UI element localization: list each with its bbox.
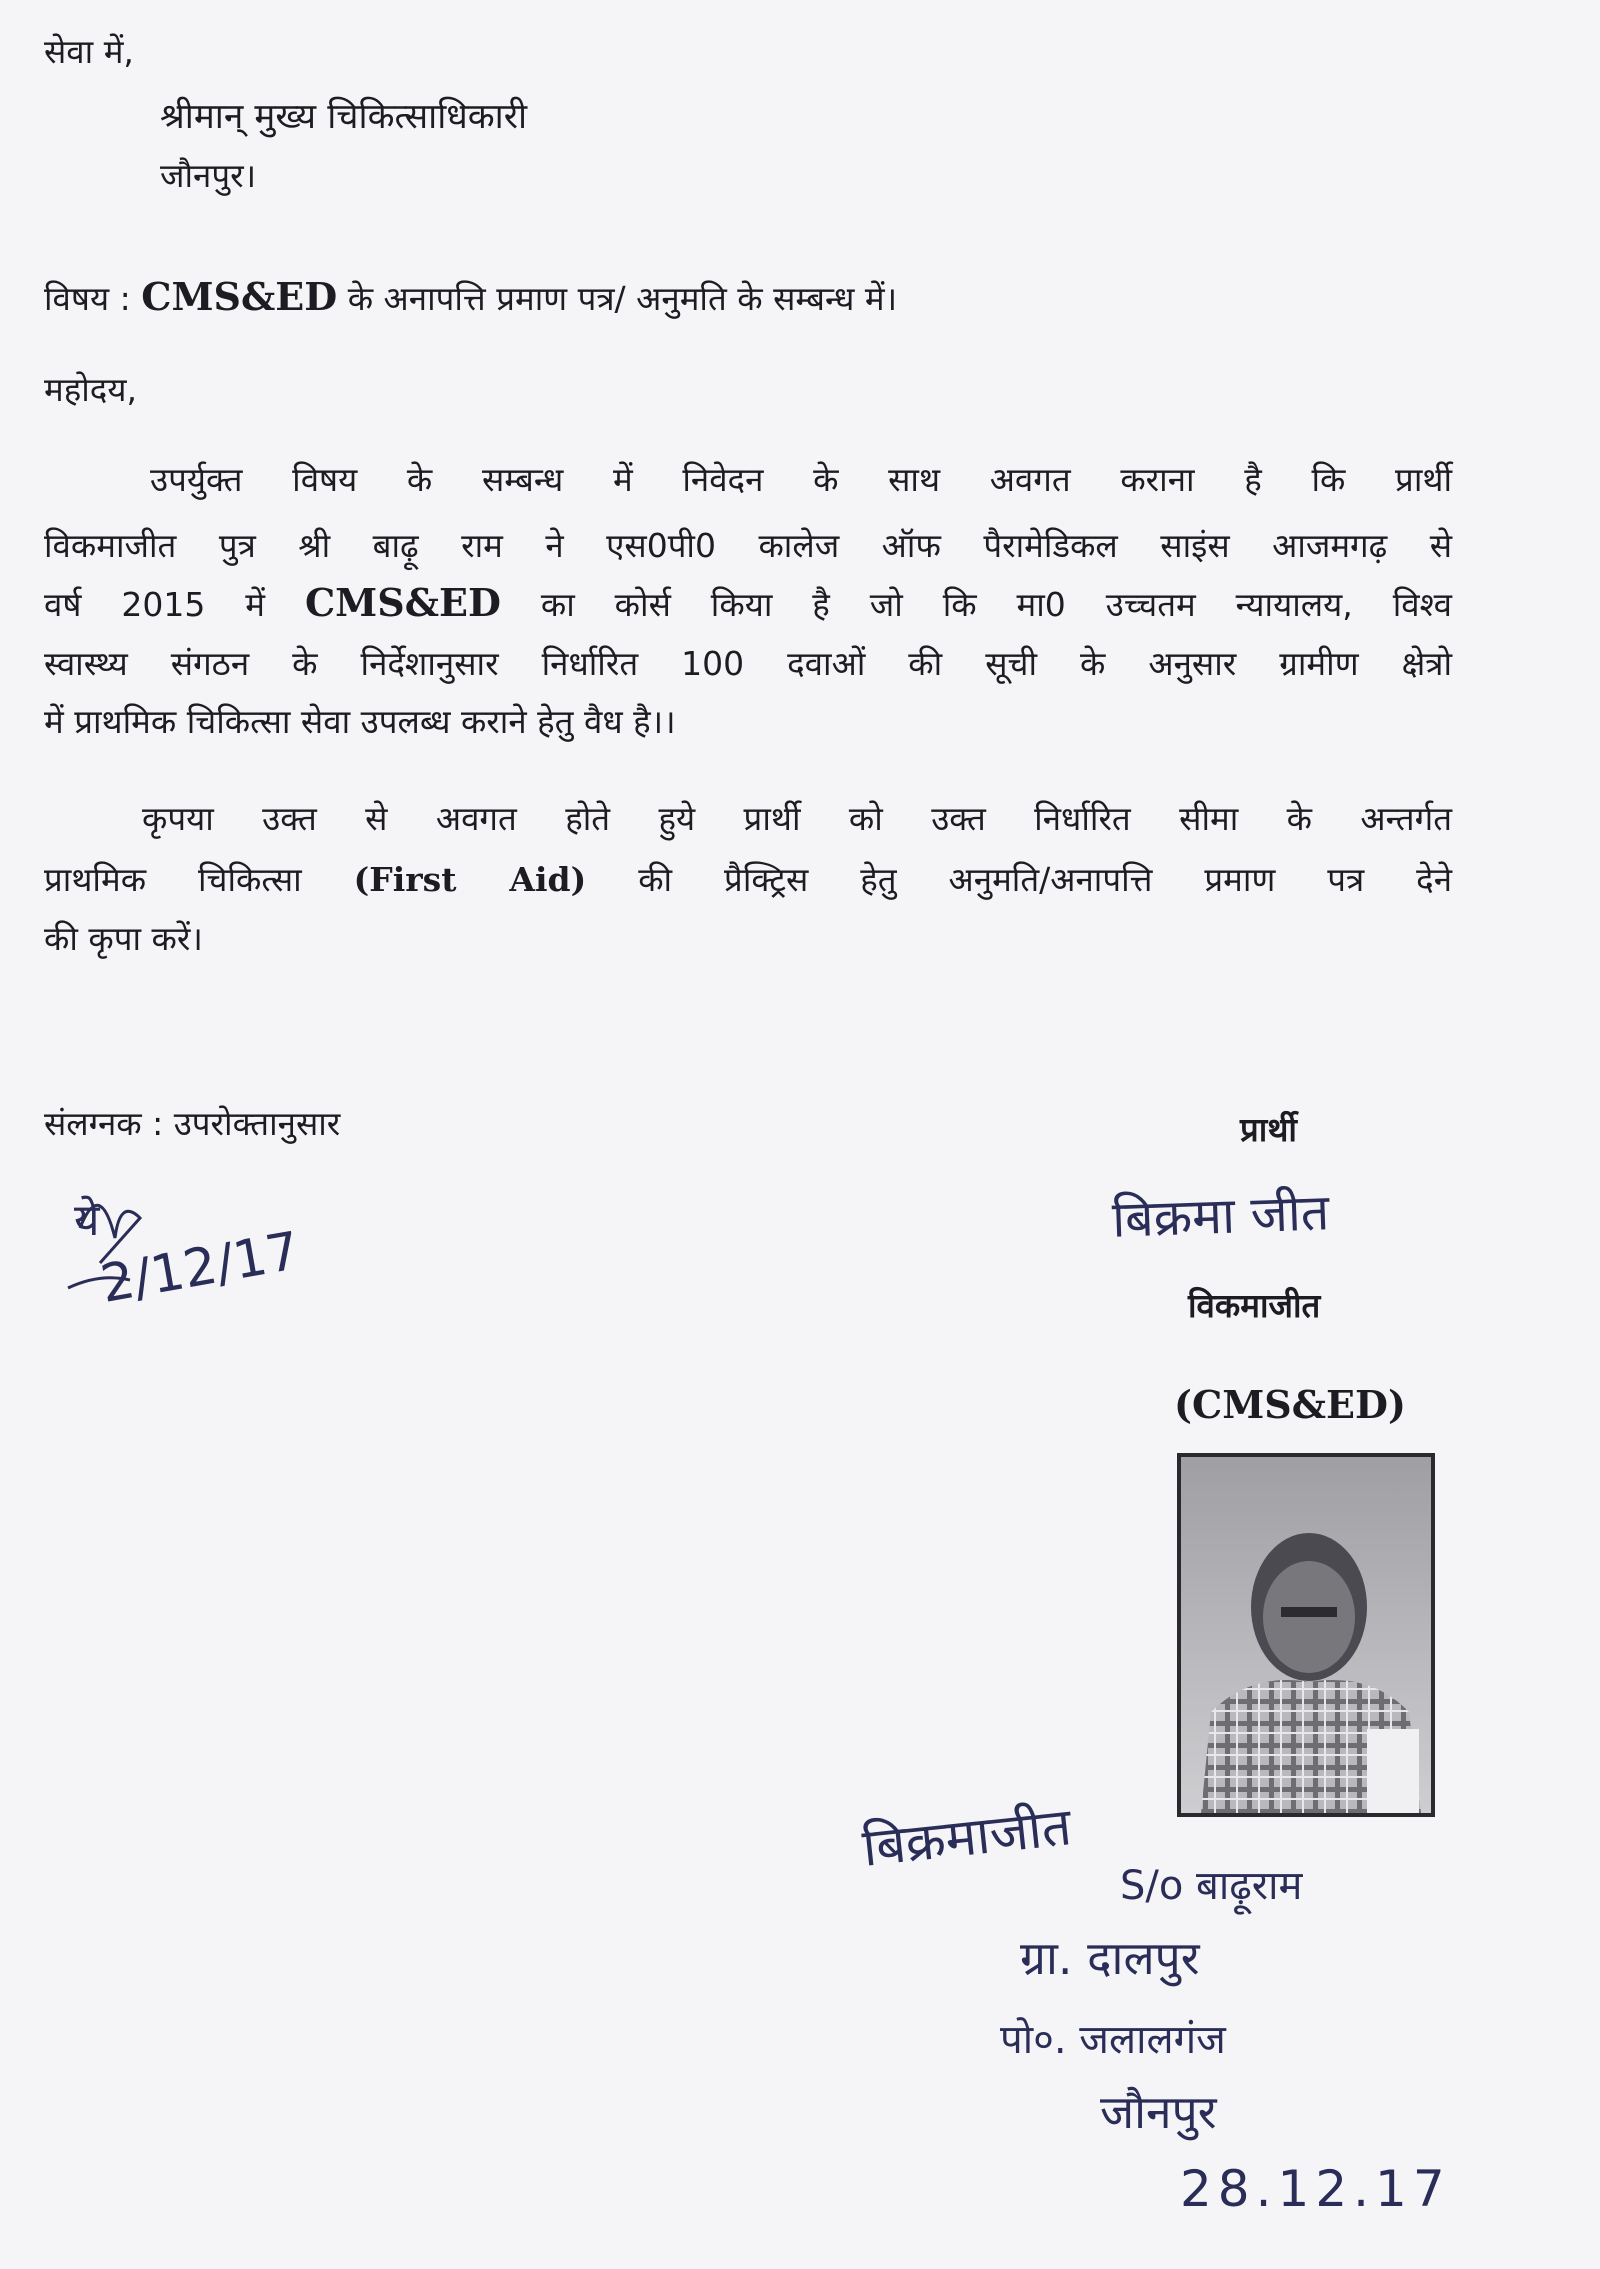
para1-line3-code: CMS&ED <box>304 580 501 625</box>
para2-line2-pre: प्राथमिक चिकित्सा <box>44 860 302 899</box>
salutation-to: सेवा में, <box>44 32 134 71</box>
hw-village: ग्रा. दालपुर <box>1020 1931 1200 1985</box>
initial-date: 2/12/17 <box>96 1221 305 1315</box>
address-city: जौनपुर। <box>160 156 257 195</box>
subject-line <box>44 274 897 320</box>
subject-code: CMS&ED <box>141 274 338 319</box>
para2-line2 <box>44 856 1452 901</box>
para1-line3-post: का कोर्स किया है जो कि मा0 उच्चतम न्यायालय, विश्व <box>540 585 1452 624</box>
para1-line3 <box>44 580 1452 626</box>
para2-line2-post: की प्रैक्ट्रिस हेतु अनुमति/अनापत्ति प्रमाण पत्र देने <box>638 860 1453 899</box>
hw-district: जौनपुर <box>1100 2085 1217 2139</box>
applicant-photo <box>1177 1453 1435 1817</box>
addressee: श्रीमान् मुख्य चिकित्साधिकारी <box>160 97 528 137</box>
hw-date: 28.12.17 <box>1180 2160 1451 2218</box>
para1-line2: विकमाजीत पुत्र श्री बाढ़ू राम ने एस0पी0 कालेज ऑफ पैरामेडिकल साइंस आजमगढ़ से <box>44 526 1452 565</box>
hw-post-office: पो०. जलालगंज <box>1000 2017 1226 2063</box>
para1-line1: उपर्युक्त विषय के सम्बन्ध में निवेदन के साथ अवगत कराना है कि प्रार्थी <box>150 460 1452 499</box>
enclosure: संलग्नक : उपरोक्तानुसार <box>44 1104 341 1143</box>
applicant-label: प्रार्थी <box>1240 1110 1297 1149</box>
para1-line4: स्वास्थ्य संगठन के निर्देशानुसार निर्धारित 100 दवाओं की सूची के अनुसार ग्रामीण क्षेत्रो <box>44 644 1452 683</box>
subject-rest: के अनापत्ति प्रमाण पत्र/ अनुमति के सम्बन्ध में। <box>347 279 898 318</box>
applicant-signature: बिक्रमा जीत <box>1111 1183 1331 1249</box>
para1-line5: में प्राथमिक चिकित्सा सेवा उपलब्ध कराने हेतु वैध है।। <box>44 702 676 741</box>
para2-line1: कृपया उक्त से अवगत होते हुये प्रार्थी को उक्त निर्धारित सीमा के अन्तर्गत <box>142 799 1452 838</box>
para2-line3: की कृपा करें। <box>44 919 203 958</box>
applicant-name: विकमाजीत <box>1188 1286 1321 1325</box>
photo-portrait-image <box>1181 1457 1431 1813</box>
hw-name: बिक्रमाजीत <box>859 1797 1075 1879</box>
subject-label: विषय : <box>44 279 131 318</box>
hw-father: S/o बाढ़ूराम <box>1120 1863 1303 1909</box>
greeting: महोदय, <box>44 370 137 409</box>
initial-mark: ये <box>74 1195 100 1246</box>
applicant-course: (CMS&ED) <box>1174 1382 1406 1427</box>
para2-line2-code: (First Aid) <box>353 860 587 899</box>
para1-line3-pre: वर्ष 2015 में <box>44 585 265 624</box>
